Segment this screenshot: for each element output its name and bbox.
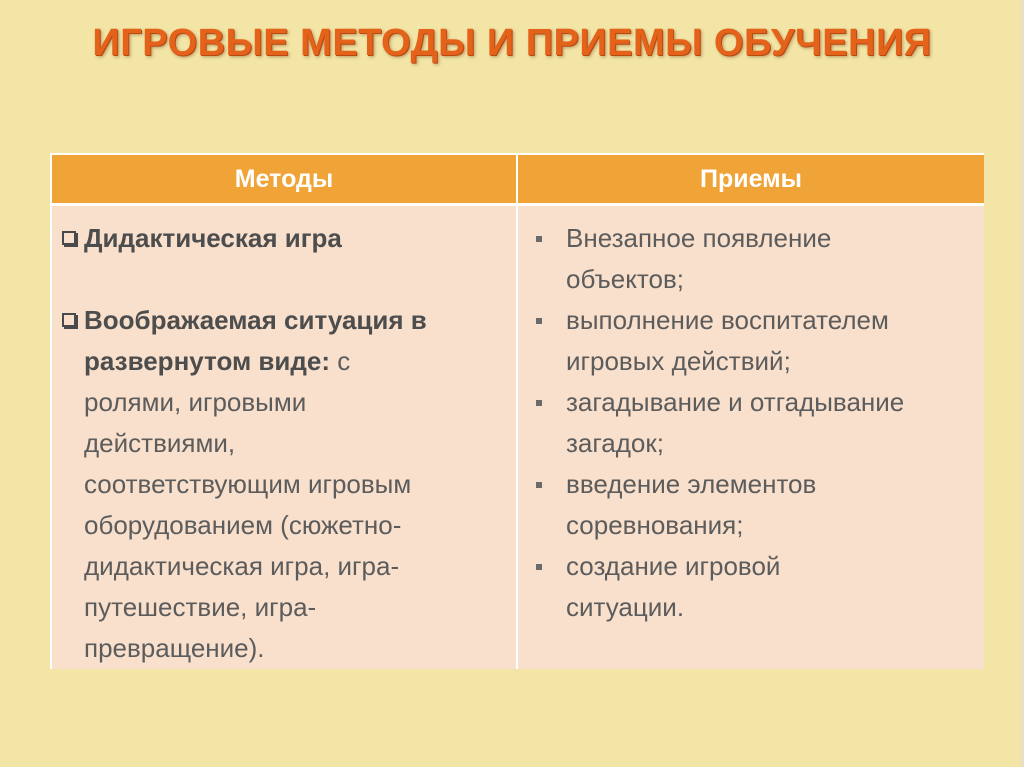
technique-line: выполнение воспитателем	[566, 305, 889, 335]
method-desc-line: превращение).	[84, 633, 265, 663]
technique-line: игровых действий;	[566, 346, 791, 376]
techniques-cell	[518, 206, 984, 669]
methods-table	[50, 153, 984, 669]
method-title-line: развернутом виде:	[84, 346, 331, 376]
method-item	[62, 300, 498, 669]
technique-line: Внезапное появление	[566, 223, 832, 253]
methods-cell	[52, 206, 518, 669]
technique-item	[532, 382, 974, 464]
header-techniques: Приемы	[518, 155, 984, 206]
method-desc-line: действиями,	[84, 428, 236, 458]
technique-line: создание игровой	[566, 551, 781, 581]
method-desc-line: ролями, игровыми	[84, 387, 307, 417]
method-desc-line: путешествие, игра-	[84, 592, 317, 622]
technique-line: введение элементов	[566, 469, 817, 499]
technique-line: ситуации.	[566, 592, 685, 622]
method-item	[62, 218, 498, 259]
square-bullet-icon	[536, 564, 542, 570]
technique-line: соревнования;	[566, 510, 744, 540]
spacer	[62, 259, 498, 300]
method-desc-line: соответствующим игровым	[84, 469, 412, 499]
checkbox-icon	[62, 313, 76, 327]
technique-line: загадывание и отгадывание	[566, 387, 905, 417]
square-bullet-icon	[536, 236, 542, 242]
technique-item	[532, 300, 974, 382]
technique-item	[532, 218, 974, 300]
technique-line: объектов;	[566, 264, 684, 294]
technique-line: загадок;	[566, 428, 664, 458]
technique-item	[532, 546, 974, 628]
method-desc-line: дидактическая игра, игра-	[84, 551, 400, 581]
checkbox-icon	[62, 231, 76, 245]
technique-item	[532, 464, 974, 546]
method-desc-line: оборудованием (сюжетно-	[84, 510, 402, 540]
square-bullet-icon	[536, 318, 542, 324]
square-bullet-icon	[536, 400, 542, 406]
method-title-line: Воображаемая ситуация в	[84, 305, 427, 335]
slide-title: ИГРОВЫЕ МЕТОДЫ И ПРИЕМЫ ОБУЧЕНИЯ	[92, 22, 932, 64]
method-title: Дидактическая игра	[84, 223, 342, 253]
square-bullet-icon	[536, 482, 542, 488]
method-tail: с	[330, 346, 351, 376]
header-methods: Методы	[52, 155, 518, 206]
